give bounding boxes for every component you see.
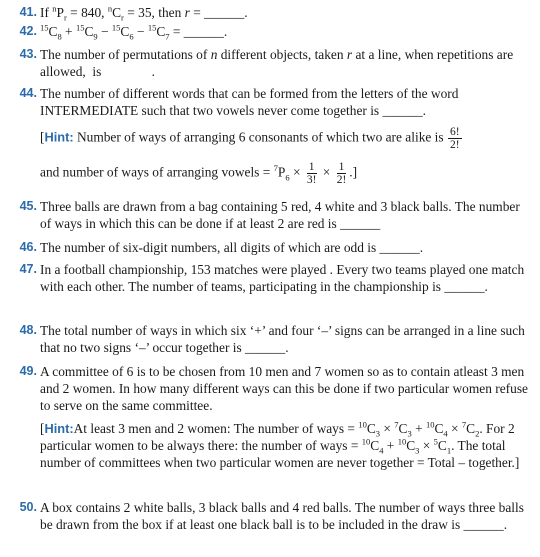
question-number: 49. <box>19 364 37 378</box>
question-number: 50. <box>19 500 37 514</box>
question-number: 45. <box>19 199 37 213</box>
question-number: 44. <box>19 86 37 100</box>
hint-text: [Hint: Number of ways of arranging 6 consonants of which two are alike is $\frac{6!}{2!}$ <box>40 126 460 151</box>
question-text: In a football championship, 153 matches were played . Every two teams played one match with each other. The number of teams, participating in the championship is ______. <box>40 262 525 294</box>
question-number: 48. <box>19 323 37 337</box>
question-text: The number of six-digit numbers, all digits of which are odd is ______. <box>40 240 424 255</box>
question-text: A committee of 6 is to be chosen from 10 men and 7 women so as to contain atleast 3 men and 2 women. In how many different ways can this be done if two particular women refuse to serve on the same committee. <box>40 364 528 413</box>
question-number: 47. <box>19 262 37 276</box>
question-text: The total number of ways in which six ‘+’ and four ‘–’ signs can be arranged in a line such that no two signs ‘–’ occur together is ______. <box>40 323 525 355</box>
question-text: The number of permutations of n different objects, taken r at a line, when repetitions are allowed, is . <box>40 47 514 79</box>
question-text: Three balls are drawn from a bag containing 5 red, 4 white and 3 black balls. The number of ways in which this can be done if at least 2 are red is ______ <box>40 199 520 231</box>
question-number: 41. <box>19 5 37 19</box>
question-text: A box contains 2 white balls, 3 black balls and 4 red balls. The number of ways three balls be drawn from the box if at least one black ball is to be included in the draw is ______. <box>40 500 524 532</box>
hint-text: and number of ways of arranging vowels = $^7P_6$ × $\frac{1}{3!}$ × $\frac{1}{2!}$ .] <box>40 161 358 186</box>
question-number: 46. <box>19 240 37 254</box>
question-text: The number of different words that can be formed from the letters of the word INTERMEDIATE such that two vowels never come together is ______. <box>40 86 459 118</box>
question-text: If $^nP_r = 840$, $^nC_r = 35$, then r = ______. <box>40 3 248 23</box>
question-number: 43. <box>19 47 37 61</box>
question-number: 42. <box>19 24 37 38</box>
hint-text: [Hint:At least 3 men and 2 women: The number of ways = $^{10}C_3 \times ^7C_3 + ^{10}C_4 \times ^7C_2$. For 2 particular women to be always there: the number of ways = $^{10}C_4 + ^{10}C_3 \times ^5C_1$. The total number of committees when two particular women are never together = Total – together.] <box>40 419 520 470</box>
question-text: $^{15}C_8 + ^{15}C_9 - ^{15}C_6 - ^{15}C_7$ = ______. <box>40 22 228 42</box>
